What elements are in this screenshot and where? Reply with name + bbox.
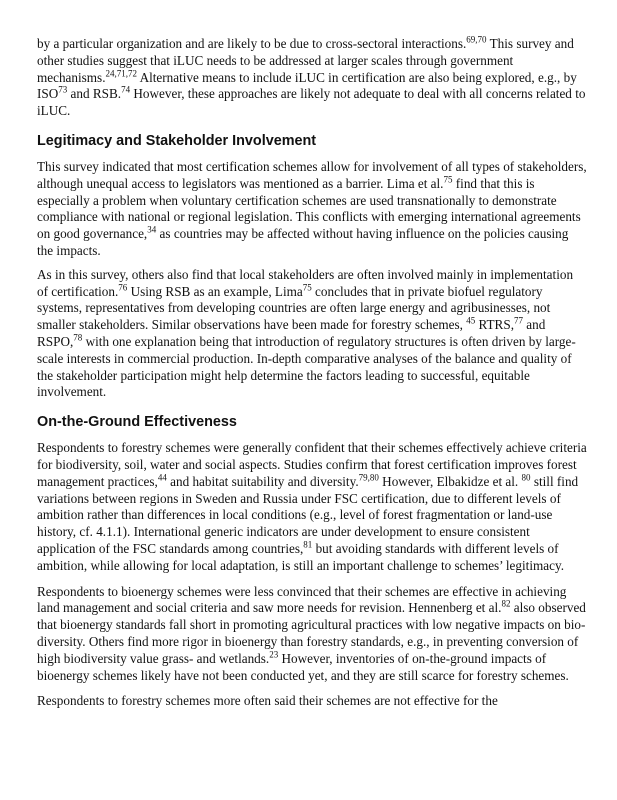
citation-marker: 73 [58, 85, 68, 95]
text-run: with one explanation being that introduction of regulatory structures is often driven by large-scale interests in commercial production. In-depth comparative analyses of the balance and quality of the stakeholder participation might help determine the factors leading to successful, equitable involvement. [37, 333, 576, 400]
citation-marker: 24,71,72 [105, 68, 137, 79]
citation-marker: 75 [302, 282, 312, 293]
text-run: and habitat suitability and diversity. [166, 473, 359, 489]
citation-marker: 78 [73, 332, 83, 343]
text-run: As in this survey, others also find that local stakeholders are often involved mainly in implementation of certification. [37, 266, 574, 299]
section-heading-legitimacy: Legitimacy and Stakeholder Involvement [37, 132, 317, 149]
citation-marker: 69,70 [466, 34, 487, 45]
citation-marker: 75 [443, 174, 453, 185]
text-run: also observed that bioenergy standards fall short in promoting agricultural practices with low negative impacts on bio-diversity. Others find more rigor in bioenergy than forestry standards, e.g., in preventing conversion of high biodiversity value grass- and wetlands. [37, 600, 586, 666]
citation-marker: 80 [521, 472, 531, 483]
citation-marker: 82 [501, 598, 511, 609]
text-run: find that this is especially a problem when voluntary certification schemes are used transnationally to demonstrate compliance with national or regional legislation. This conflicts with emerging international agreements on good governance, [37, 175, 581, 242]
citation-marker: 81 [303, 539, 313, 550]
document-page [37, 36, 587, 719]
citation-marker: 23 [269, 649, 279, 660]
citation-marker: 44 [157, 472, 167, 483]
text-run: as countries may be affected without having influence on the policies causing the impacts. [37, 226, 569, 258]
text-run: concludes that in private biofuel regulatory systems, representatives from developing countries are often large energy and agribusinesses, not smaller stakeholders. Similar observations have been made for forestry schemes, [37, 283, 551, 333]
legitimacy-paragraph-2 [37, 267, 587, 401]
text-run: Respondents to forestry schemes more often said their schemes are not effective for the [37, 693, 498, 709]
text-run: However, Elbakidze et al. [378, 473, 522, 489]
text-run: However, inventories of on-the-ground impacts of bioenergy schemes likely have not been conducted yet, and they are still scarce for forestry schemes. [37, 650, 569, 683]
effectiveness-paragraph-3 [37, 693, 587, 710]
citation-marker: 77 [514, 315, 523, 326]
citation-marker: 76 [118, 282, 128, 293]
section-heading-effectiveness: On-the-Ground Effectiveness [37, 414, 237, 431]
text-run: Using RSB as an example, Lima [127, 283, 303, 299]
citation-marker: 45 [466, 315, 476, 326]
text-run: and RSB. [67, 86, 122, 102]
effectiveness-paragraph-2 [37, 584, 587, 685]
text-run: However, these approaches are likely not adequate to deal with all concerns related to iLUC. [37, 86, 586, 119]
legitimacy-paragraph-1 [37, 159, 587, 260]
text-run: Respondents to bioenergy schemes were less convinced that their schemes are effective in achieving land management and social criteria and saw more needs for revision. Hennenberg et al. [37, 583, 567, 616]
text-run: still find variations between regions in Sweden and Russia under FSC certification, due to different levels of ambition rather than differences in local conditions (e.g., level of forest fragmentation or land-use history, cf. 4.1.1). International generic indicators are under development to ensure consistent application of the FSC standards among countries, [37, 473, 579, 556]
text-run: Respondents to forestry schemes were generally confident that their schemes effectively achieve criteria for biodiversity, soil, water and social aspects. Studies confirm that forest certification improves forest management practices, [37, 440, 587, 489]
text-run: and RSPO, [37, 317, 546, 349]
effectiveness-paragraph-1 [37, 440, 587, 574]
text-run: by a particular organization and are likely to be due to cross-sectoral interactions. [37, 36, 467, 51]
citation-marker: 79,80 [358, 472, 379, 483]
text-run: Alternative means to include iLUC in certification are also being explored, e.g., by ISO [37, 69, 577, 102]
text-run: This survey indicated that most certification schemes allow for involvement of all types of stakeholders, although unequal access to legislators was mentioned as a barrier. Lima et al. [37, 158, 587, 191]
citation-marker: 34 [147, 224, 157, 235]
text-run: This survey and other studies suggest that iLUC needs to be addressed at larger scales through government mechanisms. [37, 36, 574, 85]
citation-marker: 74 [121, 85, 131, 95]
text-run: RTRS, [475, 317, 514, 333]
intro-paragraph [37, 36, 587, 120]
text-run: but avoiding standards with different levels of ambition, while allowing for local adaptation, is still an important challenge to schemes’ legitimacy. [37, 540, 564, 573]
